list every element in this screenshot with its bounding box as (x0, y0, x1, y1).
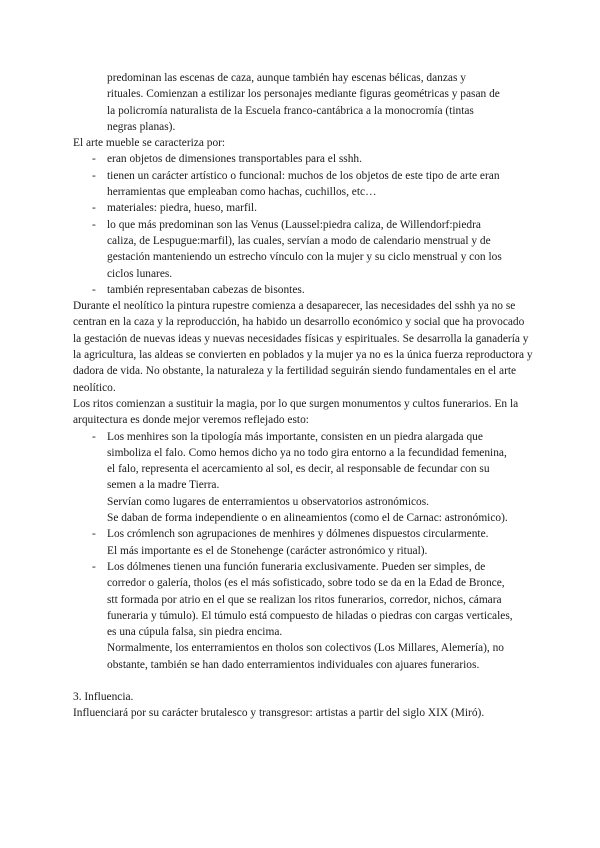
paragraph-pintura-levantina-cont: predominan las escenas de caza, aunque también hay escenas bélicas, danzas y rituales. Comienzan a estilizar los personajes mediante figuras geométricas y pasan de la policromía naturalista de la Escuela franco-cantábrica a la monocromía (tintas negras planas). (107, 72, 500, 133)
list-item (0, 168, 600, 201)
list-bullet: - (92, 218, 96, 231)
list-item-menhires (0, 429, 600, 527)
list-item-cromlench (0, 526, 600, 559)
list-bullet: - (92, 153, 96, 166)
paragraph-neolitico: Durante el neolítico la pintura rupestre comienza a desaparecer, las necesidades del sshh ya no se centran en la caza y la reproducción, ha habido un desarrollo económico y social que ha provocado la gestación de nuevas ideas y nuevas necesidades físicas y espirituales. Se desarrolla la ganadería y la agricultura, las aldeas se convierten en poblados y la mujer ya no es la única fuerza reproductora y dadora de vida. No obstante, la naturaleza y la fertilidad seguirán siendo fundamentales en el arte neolítico. (73, 300, 533, 394)
section-heading: 3. Influencia. (73, 690, 134, 703)
list-item (0, 282, 600, 298)
list-arquitectura (0, 429, 600, 673)
list-bullet: - (92, 169, 96, 182)
list-bullet: - (92, 560, 96, 573)
paragraph-arte-mueble-intro: El arte mueble se caracteriza por: (73, 137, 226, 150)
list-item (0, 151, 600, 167)
list-item (0, 217, 600, 282)
list-item (0, 200, 600, 216)
paragraph-ritos: Los ritos comienzan a sustituir la magia, por lo que surgen monumentos y cultos funerarios. En la arquitectura es donde mejor veremos reflejado esto: (73, 397, 519, 427)
list-item-subtext: Servían como lugares de enterramientos u observatorios astronómicos. (107, 495, 430, 508)
list-bullet: - (92, 202, 96, 215)
list-arte-mueble (0, 151, 600, 298)
list-item-text: materiales: piedra, hueso, marfil. (107, 202, 257, 215)
blank-line (0, 673, 600, 689)
list-item-text: lo que más predominan son las Venus (Laussel:piedra caliza, de Willendorf:piedra caliza, de Lespugue:marfil), las cuales, servían a modo de calendario menstrual y de gestación manteniendo un estrecho vínculo con la mujer y su ciclo menstrual y con los ciclos lunares. (107, 218, 502, 280)
list-item-dolmenes (0, 559, 600, 673)
list-item-subtext: Se daban de forma independiente o en alineamientos (como el de Carnac: astronómico). (107, 512, 508, 525)
list-item-text: Los crómlench son agrupaciones de menhires y dólmenes dispuestos circularmente. (107, 528, 489, 541)
list-item-text: Los menhires son la tipología más importante, consisten en un piedra alargada que simboliza el falo. Como hemos dicho ya no todo gira entorno a la fecundidad femenina, el falo, representa el acercamiento al sol, es decir, al responsable de fecundar con su semen a la madre Tierra. (107, 430, 507, 492)
list-item-subtext: Normalmente, los enterramientos en tholos son colectivos (Los Millares, Alemería), no obstante, también se han dado enterramientos individuales con ajuares funerarios. (107, 642, 504, 671)
list-item-text: también representaban cabezas de bisontes. (107, 283, 305, 296)
list-bullet: - (92, 528, 96, 541)
list-item-text: Los dólmenes tienen una función funeraria exclusivamente. Pueden ser simples, de corredor o galería, tholos (es el más sofisticado, sobre todo se da en la Edad de Bronce, stt formada por atrio en el que se realizan los ritos funerarios, corredor, nichos, cámara funeraria y túmulo). El túmulo está compuesto de hiladas o piedras con cargas verticales, es una cúpula falsa, sin piedra encima. (107, 560, 513, 639)
list-bullet: - (92, 283, 96, 296)
list-item-text: eran objetos de dimensiones transportables para el sshh. (107, 153, 362, 166)
list-bullet: - (92, 430, 96, 443)
document-body (0, 70, 600, 722)
paragraph-influencia: Influenciará por su carácter brutalesco y transgresor: artistas a partir del siglo XIX (Miró). (73, 707, 485, 720)
list-item-text: tienen un carácter artístico o funcional: muchos de los objetos de este tipo de arte eran herramientas que empleaban como hachas, cuchillos, etc… (107, 169, 500, 199)
list-item-subtext: El más importante es el de Stonehenge (carácter astronómico y ritual). (107, 544, 428, 557)
